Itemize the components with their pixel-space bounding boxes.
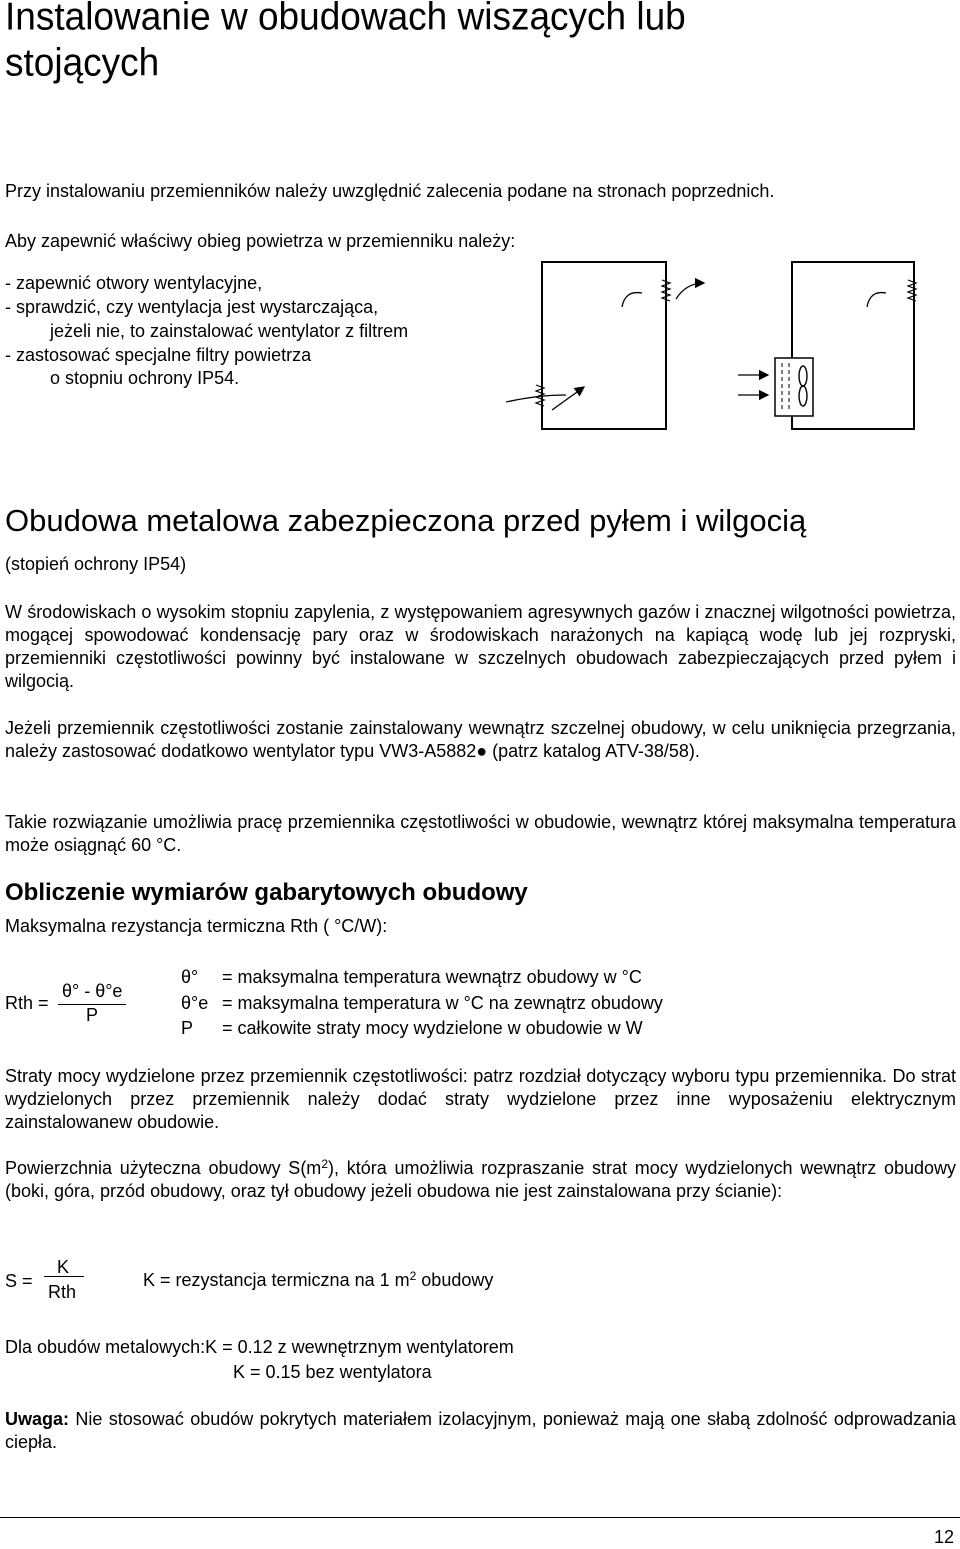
warning-paragraph <box>5 1408 956 1454</box>
losses-paragraph: Straty mocy wydzielone przez przemiennik częstotliwości: patrz rozdział dotyczący wyboru typu przemiennika. Do strat wydzielonych przez przemiennik należy dodać straty wydzielone przez inne wyposażeniu elektrycznym zainstalowanew obudowie. <box>5 1066 956 1132</box>
page-title-line2: stojących <box>5 41 160 85</box>
rth-numerator: θ° - θ°e <box>62 981 123 1001</box>
rth-denominator: P <box>86 1005 99 1025</box>
surface-text-b: ), która umożliwia rozpraszanie strat mocy wydzielonych wewnątrz obudowy (boki, góra, przód obudowy, oraz tył obudowy jeżeli obudowa nie jest zainstalowana przy ścianie): <box>5 1158 956 1201</box>
section2-title: Obliczenie wymiarów gabarytowych obudowy <box>5 879 528 906</box>
s-label: S = <box>5 1271 33 1291</box>
warning-label: Uwaga: <box>5 1409 70 1429</box>
airflow-item-2-cont: jeżeli nie, to zainstalować wentylator z filtrem <box>50 321 409 341</box>
section1-paragraph-2: Jeżeli przemiennik częstotliwości zostanie zainstalowany wewnątrz szczelnej obudowy, w celu uniknięcia przegrzania, należy zastosować dodatkowo wentylator typu VW3-A5882● (patrz katalog ATV-38/58). <box>5 718 956 761</box>
def-text-p: = całkowite straty mocy wydzielone w obudowie w W <box>222 1018 643 1038</box>
airflow-item-1: - zapewnić otwory wentylacyjne, <box>5 273 263 293</box>
s-fraction-bar <box>44 1276 84 1277</box>
def-text-theta-e: = maksymalna temperatura w °C na zewnątrz obudowy <box>222 993 663 1013</box>
enclosure-ventilation-diagram <box>490 255 960 435</box>
k-metal-line-1: Dla obudów metalowych:K = 0.12 z wewnętrznym wentylatorem <box>5 1337 514 1357</box>
def-text-theta: = maksymalna temperatura wewnątrz obudowy w °C <box>222 967 642 987</box>
k-def-text-a: K = rezystancja termiczna na 1 m <box>143 1270 410 1290</box>
airflow-item-3-cont: o stopniu ochrony IP54. <box>50 368 240 388</box>
def-symbol-theta: θ° <box>181 967 199 987</box>
surface-superscript: 2 <box>321 1157 328 1171</box>
page-title <box>5 0 686 86</box>
airflow-lead: Aby zapewnić właściwy obieg powietrza w przemienniku należy: <box>5 231 516 251</box>
s-numerator: K <box>57 1257 70 1277</box>
section1-subtitle: (stopień ochrony IP54) <box>5 554 187 574</box>
section1-paragraph-3: Takie rozwiązanie umożliwia pracę przemiennika częstotliwości w obudowie, wewnątrz której maksymalna temperatura może osiągnąć 60 °C. <box>5 812 956 855</box>
page-number: 12 <box>934 1527 955 1547</box>
intro-paragraph: Przy instalowaniu przemienników należy uwzględnić zalecenia podane na stronach poprzednich. <box>5 181 775 201</box>
page-title-line1: Instalowanie w obudowach wiszących lub <box>5 0 686 38</box>
k-metal-line-2: K = 0.15 bez wentylatora <box>233 1362 432 1382</box>
airflow-item-3: - zastosować specjalne filtry powietrza <box>5 345 312 365</box>
warning-text: Nie stosować obudów pokrytych materiałem izolacyjnym, ponieważ mają one słabą zdolność odprowadzania ciepła. <box>5 1409 956 1452</box>
footer-rule <box>0 1517 960 1518</box>
k-definition <box>143 1269 493 1292</box>
surface-paragraph <box>5 1157 956 1203</box>
enclosure-right-with-fan <box>738 262 916 429</box>
rth-label: Rth = <box>5 993 49 1013</box>
k-def-superscript: 2 <box>409 1269 417 1283</box>
enclosure-left <box>506 262 704 429</box>
airflow-item-2: - sprawdzić, czy wentylacja jest wystarczająca, <box>5 297 379 317</box>
k-def-text-b: obudowy <box>416 1270 494 1290</box>
section1-title: Obudowa metalowa zabezpieczona przed pyłem i wilgocią <box>5 503 807 538</box>
surface-text-a: Powierzchnia użyteczna obudowy S(m <box>5 1158 322 1178</box>
def-symbol-theta-e: θ°e <box>181 993 209 1013</box>
def-symbol-p: P <box>181 1018 194 1038</box>
s-denominator: Rth <box>48 1282 77 1302</box>
section1-paragraph-1: W środowiskach o wysokim stopniu zapylenia, z występowaniem agresywnych gazów i znacznej wilgotności powietrza, mogącej spowodować kondensację pary oraz w środowiskach narażonych na kapiącą wodę lub jej rozpryski, przemienniki częstotliwości powinny być instalowane w szczelnych obudowach zabezpieczających przed pyłem i wilgocią. <box>5 602 956 691</box>
section2-lead: Maksymalna rezystancja termiczna Rth ( °C/W): <box>5 916 388 936</box>
